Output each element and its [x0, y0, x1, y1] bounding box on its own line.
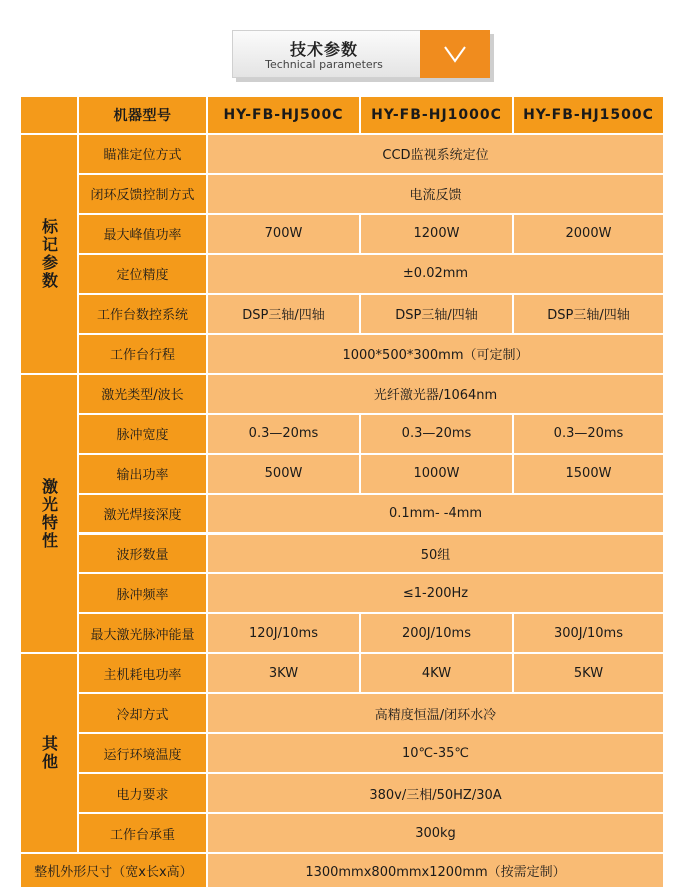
row-value: 10℃-35℃ — [208, 734, 663, 772]
row-value: 700W — [208, 215, 359, 253]
row-label: 主机耗电功率 — [79, 654, 206, 692]
row-label: 瞄准定位方式 — [79, 135, 206, 173]
row-value: 380v/三相/50HZ/30A — [208, 774, 663, 812]
row-value: 高精度恒温/闭环水冷 — [208, 694, 663, 732]
row-value: 1000*500*300mm（可定制） — [208, 335, 663, 373]
row-value: DSP三轴/四轴 — [514, 295, 663, 333]
row-label: 脉冲宽度 — [79, 415, 206, 453]
group-label: 其他 — [21, 654, 77, 852]
row-value: ±0.02mm — [208, 255, 663, 293]
row-value: 500W — [208, 455, 359, 493]
row-label: 电力要求 — [79, 774, 206, 812]
row-label: 激光焊接深度 — [79, 495, 206, 533]
spec-table — [20, 96, 664, 881]
header-title: 技术参数 — [289, 40, 358, 59]
row-value: DSP三轴/四轴 — [208, 295, 359, 333]
row-value: 300J/10ms — [514, 614, 663, 652]
row-value: 2000W — [514, 215, 663, 253]
row-value: 5KW — [514, 654, 663, 692]
row-label: 运行环境温度 — [79, 734, 206, 772]
row-value: 4KW — [361, 654, 512, 692]
row-label: 工作台行程 — [79, 335, 206, 373]
row-value: 光纤激光器/1064nm — [208, 375, 663, 413]
row-value: 0.1mm- -4mm — [208, 495, 663, 533]
model-name: HY-FB-HJ1000C — [361, 97, 512, 133]
table-corner — [21, 97, 77, 133]
row-value: 1500W — [514, 455, 663, 493]
chevron-down-icon — [443, 44, 467, 64]
row-label: 整机外形尺寸（宽x长x高） — [21, 854, 206, 887]
row-value: 200J/10ms — [361, 614, 512, 652]
row-value: ≤1-200Hz — [208, 574, 663, 612]
row-value: 50组 — [208, 535, 663, 573]
row-label: 脉冲频率 — [79, 574, 206, 612]
row-value: DSP三轴/四轴 — [361, 295, 512, 333]
row-value: 1000W — [361, 455, 512, 493]
row-value: 0.3—20ms — [361, 415, 512, 453]
group-label: 激光特性 — [21, 375, 77, 653]
row-label: 工作台数控系统 — [79, 295, 206, 333]
row-label: 激光类型/波长 — [79, 375, 206, 413]
section-header — [232, 30, 492, 78]
row-value: 0.3—20ms — [208, 415, 359, 453]
row-value: 3KW — [208, 654, 359, 692]
row-label: 定位精度 — [79, 255, 206, 293]
model-header: 机器型号 — [79, 97, 206, 133]
model-name: HY-FB-HJ1500C — [514, 97, 663, 133]
row-value: CCD监视系统定位 — [208, 135, 663, 173]
row-value: 电流反馈 — [208, 175, 663, 213]
header-subtitle: Technical parameters — [265, 58, 383, 71]
row-value: 300kg — [208, 814, 663, 852]
row-label: 输出功率 — [79, 455, 206, 493]
row-label: 波形数量 — [79, 535, 206, 573]
header-toggle[interactable] — [420, 30, 490, 78]
row-label: 工作台承重 — [79, 814, 206, 852]
row-label: 最大峰值功率 — [79, 215, 206, 253]
row-value: 120J/10ms — [208, 614, 359, 652]
row-label: 闭环反馈控制方式 — [79, 175, 206, 213]
row-label: 最大激光脉冲能量 — [79, 614, 206, 652]
group-label: 标记参数 — [21, 135, 77, 373]
model-name: HY-FB-HJ500C — [208, 97, 359, 133]
row-value: 0.3—20ms — [514, 415, 663, 453]
row-label: 冷却方式 — [79, 694, 206, 732]
row-value: 1300mmx800mmx1200mm（按需定制） — [208, 854, 663, 887]
row-value: 1200W — [361, 215, 512, 253]
